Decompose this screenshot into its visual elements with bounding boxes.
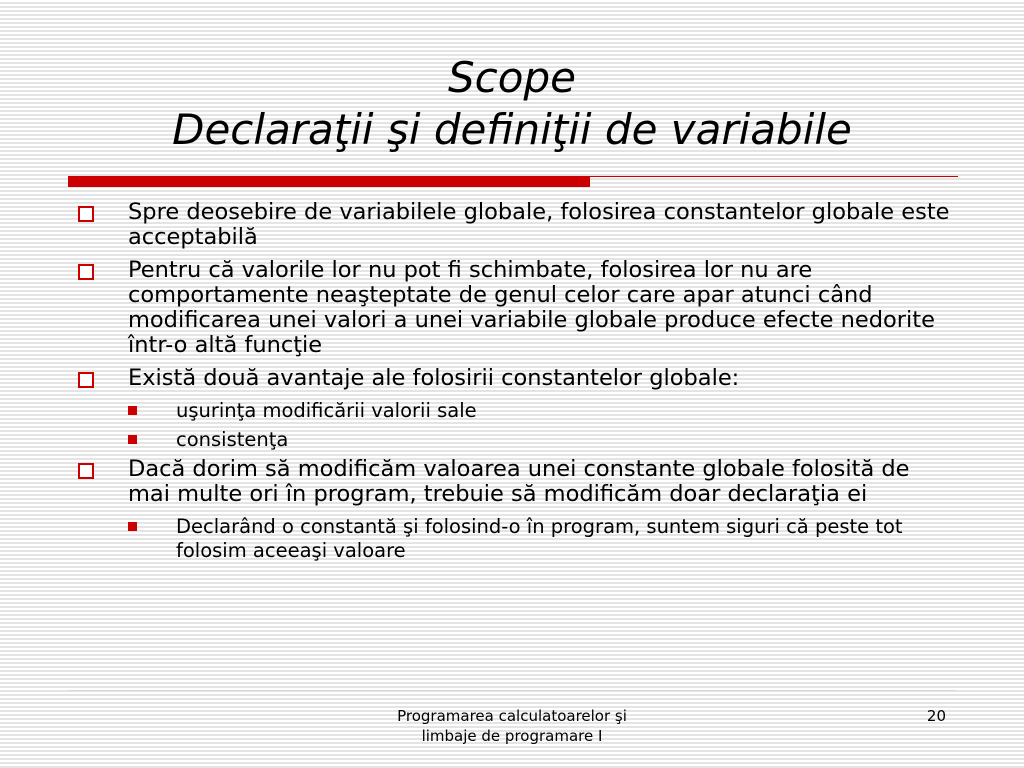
sub-bullet-text: Declarând o constantă şi folosind-o în program, suntem siguri că peste tot folosim aceeaşi valoare <box>176 515 903 562</box>
sub-bullet-text: uşurinţa modificării valorii sale <box>176 399 477 422</box>
bullet-text: Spre deosebire de variabilele globale, folosirea constantelor globale este acceptabilă <box>128 199 950 250</box>
footer-line-2: limbaje de programare I <box>421 727 603 745</box>
bullet-text: Dacă dorim să modificăm valoarea unei constante globale folosită de mai multe ori în program, trebuie să modificăm doar declaraţia ei <box>128 456 910 507</box>
page-number: 20 <box>926 707 946 725</box>
bullet-item <box>76 366 956 391</box>
title-line-1: Scope <box>448 53 576 102</box>
sub-bullet-item <box>76 515 956 563</box>
sub-bullet-item <box>76 399 956 423</box>
filled-square-bullet-icon <box>128 406 137 415</box>
title-divider-thick <box>68 176 590 187</box>
hollow-square-bullet-icon <box>78 463 94 479</box>
footer-divider <box>68 690 956 691</box>
bullet-text: Pentru că valorile lor nu pot fi schimbate, folosirea lor nu are comportamente neaşteptate de genul celor care apar atunci când modificarea unei valori a unei variabile globale produce efecte nedorite într-o altă funcţie <box>128 257 935 358</box>
footer-course-title <box>300 706 724 746</box>
hollow-square-bullet-icon <box>78 372 94 388</box>
bullet-item <box>76 258 956 358</box>
slide-title <box>0 52 1024 156</box>
slide-body <box>76 200 956 568</box>
sub-bullet-text: consistenţa <box>176 428 289 451</box>
bullet-item <box>76 200 956 250</box>
sub-bullet-item <box>76 428 956 452</box>
footer-line-1: Programarea calculatoarelor şi <box>397 707 627 725</box>
hollow-square-bullet-icon <box>78 264 94 280</box>
bullet-item <box>76 457 956 507</box>
hollow-square-bullet-icon <box>78 206 94 222</box>
bullet-text: Există două avantaje ale folosirii constantelor globale: <box>128 365 740 391</box>
title-line-2: Declaraţii şi definiţii de variabile <box>172 105 852 154</box>
filled-square-bullet-icon <box>128 435 137 444</box>
title-divider-thin <box>590 176 958 177</box>
filled-square-bullet-icon <box>128 522 137 531</box>
